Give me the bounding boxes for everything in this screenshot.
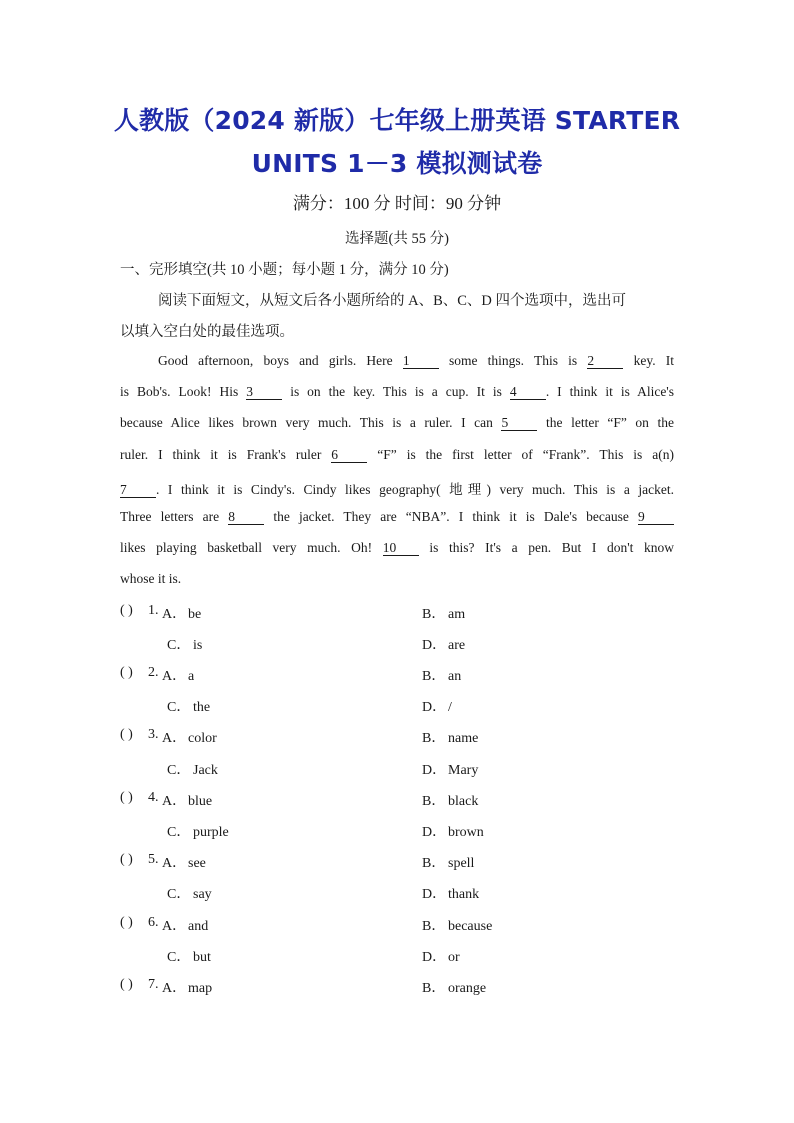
question-4-row-ab (120, 790, 680, 812)
answer-paren: ( ) (120, 727, 133, 742)
option-b: B． because (422, 919, 493, 934)
option-c: C． say (167, 887, 212, 902)
blank-1: 1 (403, 353, 439, 369)
question-number: 5. (148, 852, 159, 867)
score-time-info: 满分：100 分 时间：90 分钟 (292, 194, 502, 213)
blank-9: 9 (638, 509, 674, 525)
option-a: A． map (162, 981, 213, 996)
blank-3: 3 (246, 384, 282, 400)
option-a: A． and (162, 919, 209, 934)
question-3-row-ab (120, 727, 680, 749)
instruction-line-1: 阅读下面短文，从短文后各小题所给的 A、B、C、D 四个选项中，选出可 (158, 293, 627, 309)
option-a: A． see (162, 856, 206, 871)
option-b: B． black (422, 794, 479, 809)
passage-line: Three letters are 8 the jacket. They are “NBA”. I think it is Dale's because 9 (120, 509, 674, 529)
option-a: A． blue (162, 794, 213, 809)
option-b: B． an (422, 669, 462, 684)
exam-title-line-1: 人教版（2024 新版）七年级上册英语 STARTER (113, 106, 681, 135)
passage-line: ruler. I think it is Frank's ruler 6 “F” is the first letter of “Frank”. This is a(n) (120, 447, 675, 462)
question-7-row-ab (120, 977, 680, 999)
option-b: B． spell (422, 856, 475, 871)
option-d: D． thank (422, 887, 480, 902)
question-number: 1. (148, 603, 159, 618)
question-6-row-cd (120, 946, 680, 968)
option-b: B． orange (422, 981, 487, 996)
answer-paren: ( ) (120, 790, 133, 805)
question-5-row-ab (120, 852, 680, 874)
question-2-row-ab (120, 665, 680, 687)
part-heading: 选择题(共 55 分) (345, 231, 449, 247)
option-c: C． but (167, 950, 211, 965)
passage-line: because Alice likes brown very much. This is a ruler. I can 5 the letter “F” on the (120, 415, 674, 430)
option-a: A． color (162, 731, 217, 746)
passage-line: likes playing basketball very much. Oh! 10 is this? It's a pen. But I don't know (120, 540, 674, 555)
blank-10: 10 (383, 540, 419, 556)
question-number: 6. (148, 915, 159, 930)
question-2-row-cd (120, 696, 680, 718)
question-number: 2. (148, 665, 159, 680)
question-6-row-ab (120, 915, 680, 937)
option-c: C． purple (167, 825, 229, 840)
passage-line: Good afternoon, boys and girls. Here 1 some things. This is 2 key. It (158, 353, 674, 368)
question-1-row-cd (120, 634, 680, 656)
blank-8: 8 (228, 509, 264, 525)
answer-paren: ( ) (120, 852, 133, 867)
option-c: C． the (167, 700, 211, 715)
question-number: 3. (148, 727, 159, 742)
question-5-row-cd (120, 883, 680, 905)
option-d: D． are (422, 638, 466, 653)
passage-line: whose it is. (120, 571, 182, 586)
question-number: 4. (148, 790, 159, 805)
question-number: 7. (148, 977, 159, 992)
question-1-row-ab (120, 603, 680, 625)
option-d: D． Mary (422, 763, 479, 778)
answer-paren: ( ) (120, 977, 133, 992)
option-d: D． brown (422, 825, 484, 840)
blank-5: 5 (501, 415, 537, 431)
answer-paren: ( ) (120, 665, 133, 680)
blank-6: 6 (331, 447, 367, 463)
blank-4: 4 (510, 384, 546, 400)
passage-line: 7 . I think it is Cindy's. Cindy likes geography( 地理) very much. This is a jacket. (120, 482, 674, 497)
option-c: C． Jack (167, 763, 218, 778)
instruction-line-2: 以填入空白处的最佳选项。 (120, 324, 294, 340)
option-c: C． is (167, 638, 203, 653)
answer-paren: ( ) (120, 915, 133, 930)
passage-line: is Bob's. Look! His 3 is on the key. This is a cup. It is 4 . I think it is Alice's (120, 384, 674, 399)
blank-7: 7 (120, 482, 156, 498)
question-4-row-cd (120, 821, 680, 843)
answer-paren: ( ) (120, 603, 133, 618)
exam-title-line-2: UNITS 1－3 模拟测试卷 (251, 149, 543, 178)
option-d: D． / (422, 700, 452, 715)
option-a: A． be (162, 607, 202, 622)
question-3-row-cd (120, 759, 680, 781)
blank-2: 2 (587, 353, 623, 369)
option-b: B． am (422, 607, 466, 622)
option-b: B． name (422, 731, 479, 746)
option-d: D． or (422, 950, 460, 965)
option-a: A． a (162, 669, 195, 684)
section-heading: 一、完形填空(共 10 小题；每小题 1 分，满分 10 分) (120, 262, 449, 278)
